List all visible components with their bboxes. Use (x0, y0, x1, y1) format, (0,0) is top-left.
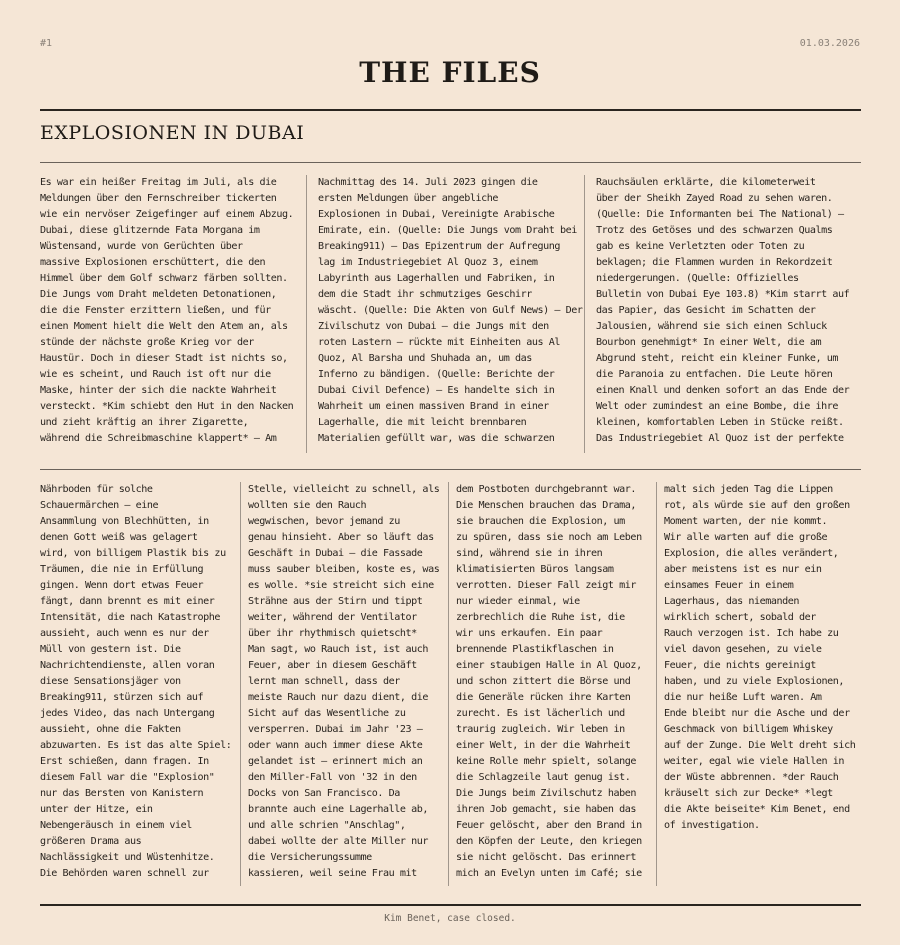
column-divider (584, 175, 585, 453)
article-headline: EXPLOSIONEN IN DUBAI (40, 122, 305, 144)
top-column-3: Rauchsäulen erklärte, die kilometerweit über der Sheikh Zayed Road zu sehen waren. (Quelle: Die Informanten bei The National) – Trotz des Getöses und des schwarzen Qualms gab es keine Verletzten oder Toten zu beklagen; die Flammen wurden in Rekordzeit niedergerungen. (Quelle: Offizielles Bulletin von Dubai Eye 103.8) *Kim starrt auf das Papier, das Gesicht im Schatten der Jalousien, während sie sich einen Schluck Bourbon genehmigt* In einer Welt, die am Abgrund steht, reicht ein kleiner Funke, um die Paranoia zu entfachen. Die Leute hören einen Knall und denken sofort an das Ende der Welt oder zumindest an eine Bombe, die ihre kleinen, komfortablen Leben in Stücke reißt. Das Industriegebiet Al Quoz ist der perfekte (596, 177, 850, 444)
footer-rule (40, 904, 861, 906)
headline-rule (40, 162, 861, 163)
column-divider (656, 482, 657, 886)
top-column-1: Es war ein heißer Freitag im Juli, als die Meldungen über den Fernschreiber tickerten wie ein nervöser Zeigefinger auf einem Abzug. Dubai, diese glitzernde Fata Morgana im Wüstensand, wurde von Gerüchten über massive Explosionen erschüttert, die den Himmel über dem Golf schwarz färben sollten. Die Jungs vom Draht meldeten Detonationen, die die Fenster erzittern ließen, und für einen Moment hielt die Welt den Atem an, als stünde der nächste große Krieg vor der Haustür. Doch in dieser Stadt ist nichts so, wie es scheint, und Rauch ist oft nur die Maske, hinter der sich die nackte Wahrheit versteckt. *Kim schiebt den Hut in den Nacken und zieht kräftig an ihrer Zigarette, während die Schreibmaschine klappert* – Am (40, 177, 294, 444)
column-divider (448, 482, 449, 886)
footer-signature: Kim Benet, case closed. (384, 913, 516, 924)
masthead-rule (40, 109, 861, 111)
bottom-column-4: malt sich jeden Tag die Lippen rot, als würde sie auf den großen Moment warten, der nie kommt. Wir alle warten auf die große Explosion, die alles verändert, aber meistens ist es nur ein einsames Feuer in einem Lagerhaus, das niemanden wirklich schert, sobald der Rauch verzogen ist. Ich habe zu viel davon gesehen, zu viele Feuer, die nichts gereinigt haben, und zu viele Explosionen, die nur heiße Luft waren. Am Ende bleibt nur die Asche und der Geschmack von billigem Whiskey auf der Zunge. Die Welt dreht sich weiter, egal wie viele Hallen in der Wüste abbrennen. *der Rauch kräuselt sich zur Decke* *legt die Akte beiseite* Kim Benet, end of investigation. (664, 484, 856, 831)
bottom-column-2: Stelle, vielleicht zu schnell, als wollten sie den Rauch wegwischen, bevor jemand zu genau hinsieht. Aber so läuft das Geschäft in Dubai – die Fassade muss sauber bleiben, koste es, was es wolle. *sie streicht sich eine Strähne aus der Stirn und tippt weiter, während der Ventilator über ihr rhythmisch quietscht* Man sagt, wo Rauch ist, ist auch Feuer, aber in diesem Geschäft lernt man schnell, dass der meiste Rauch nur dazu dient, die Sicht auf das Wesentliche zu versperren. Dubai im Jahr '23 – oder wann auch immer diese Akte gelandet ist – erinnert mich an den Miller-Fall von '32 in den Docks von San Francisco. Da brannte auch eine Lagerhalle ab, und alle schrien "Anschlag", dabei wollte der alte Miller nur die Versicherungssumme kassieren, weil seine Frau mit (248, 484, 440, 879)
column-divider (306, 175, 307, 453)
issue-number: #1 (40, 38, 53, 49)
top-column-2: Nachmittag des 14. Juli 2023 gingen die ersten Meldungen über angebliche Explosionen in Dubai, Vereinigte Arabische Emirate, ein. (Quelle: Die Jungs vom Draht bei Breaking911) – Das Epizentrum der Aufregung lag im Industriegebiet Al Quoz 3, einem Labyrinth aus Lagerhallen und Fabriken, in dem die Stadt ihr schmutziges Geschirr wäscht. (Quelle: Die Akten von Gulf News) – Der Zivilschutz von Dubai – die Jungs mit den roten Lastern – rückte mit Einheiten aus Al Quoz, Al Barsha und Shuhada an, um das Inferno zu bändigen. (Quelle: Berichte der Dubai Civil Defence) – Es handelte sich in Wahrheit um einen massiven Brand in einer Lagerhalle, die mit leicht brennbaren Materialien gefüllt war, was die schwarzen (318, 177, 583, 444)
section-rule (40, 469, 861, 470)
bottom-column-3: dem Postboten durchgebrannt war. Die Menschen brauchen das Drama, sie brauchen die Explosion, um zu spüren, dass sie noch am Leben sind, während sie in ihren klimatisierten Büros langsam verrotten. Dieser Fall zeigt mir nur wieder einmal, wie zerbrechlich die Ruhe ist, die wir uns erkaufen. Ein paar brennende Plastikflaschen in einer staubigen Halle in Al Quoz, und schon zittert die Börse und die Generäle rücken ihre Karten zurecht. Es ist lächerlich und traurig zugleich. Wir leben in einer Welt, in der die Wahrheit keine Rolle mehr spielt, solange die Schlagzeile laut genug ist. Die Jungs beim Zivilschutz haben ihren Job gemacht, sie haben das Feuer gelöscht, aber den Brand in den Köpfen der Leute, den kriegen sie nicht gelöscht. Das erinnert mich an Evelyn unten im Café; sie (456, 484, 642, 879)
masthead-title: THE FILES (359, 56, 541, 89)
bottom-column-1: Nährboden für solche Schauermärchen – eine Ansammlung von Blechhütten, in denen Gott weiß was gelagert wird, von billigem Plastik bis zu Träumen, die nie in Erfüllung gingen. Wenn dort etwas Feuer fängt, dann brennt es mit einer Intensität, die nach Katastrophe aussieht, auch wenn es nur der Müll von gestern ist. Die Nachrichtendienste, allen voran diese Sensationsjäger von Breaking911, stürzen sich auf jedes Video, das nach Untergang aussieht, ohne die Fakten abzuwarten. Es ist das alte Spiel: Erst schießen, dann fragen. In diesem Fall war die "Explosion" nur das Bersten von Kanistern unter der Hitze, ein Nebengeräusch in einem viel größeren Drama aus Nachlässigkeit und Wüstenhitze. Die Behörden waren schnell zur (40, 484, 232, 879)
issue-date: 01.03.2026 (799, 38, 860, 49)
column-divider (240, 482, 241, 886)
